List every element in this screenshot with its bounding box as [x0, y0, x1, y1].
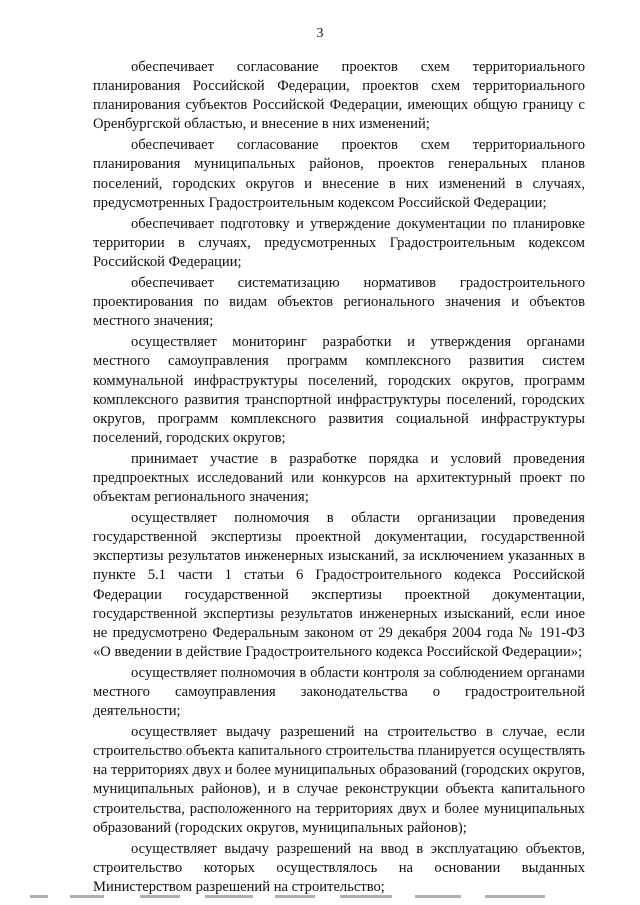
paragraph: обеспечивает согласование проектов схем территориального планирования муниципальных районов, проектов генеральных планов поселений, городских округов и внесение в них изменений в случаях, предусмотренных Градостроительным кодексом Российской Федерации;: [93, 137, 585, 211]
paragraph: обеспечивает согласование проектов схем территориального планирования Российской Федерации, проектов схем территориального планирования субъектов Российской Федерации, имеющих общую границу с Оренбургской областью, и внесение в них изменений;: [93, 59, 585, 133]
paragraph: осуществляет выдачу разрешений на ввод в эксплуатацию объектов, строительство которых осуществлялось на основании выданных Министерством разрешений на строительство;: [93, 840, 585, 895]
paragraph: осуществляет полномочия в области организации проведения государственной экспертизы проектной документации, государственной экспертизы результатов инженерных изысканий, за исключением указанных в пункте 5.1 части 1 статьи 6 Градостроительного кодекса Российской Федерации государственной экспертизы проектной документации, государственной экспертизы результатов инженерных изысканий, если иное не предусмотрено Федеральным законом от 29 декабря 2004 года № 191-ФЗ «О введении в действие Градостроительного кодекса Российской Федерации»;: [93, 510, 585, 660]
document-body: [93, 58, 585, 899]
page-number: 3: [316, 26, 324, 41]
paragraph: обеспечивает подготовку и утверждение документации по планировке территории в случаях, предусмотренных Градостроительным кодексом Российской Федерации;: [93, 215, 585, 270]
paragraph: осуществляет выдачу разрешений на строительство в случае, если строительство объекта капитального строительства планируется осуществлять на территориях двух и более муниципальных образований (городских округов, муниципальных районов), и в случае реконструкции объекта капитального строительства, расположенного на территориях двух и более муниципальных образований (городских округов, муниципальных районов);: [93, 724, 585, 836]
scan-artifact-strip: [30, 895, 590, 901]
paragraph: осуществляет полномочия в области контроля за соблюдением органами местного самоуправления законодательства о градостроительной деятельности;: [93, 664, 585, 720]
paragraph: осуществляет мониторинг разработки и утверждения органами местного самоуправления программ комплексного развития систем коммунальной инфраструктуры поселений, городских округов, программ комплексного развития транспортной инфраструктуры поселений, городских округов, программ комплексного развития социальной инфраструктуры поселений, городских округов;: [93, 334, 585, 446]
paragraph: принимает участие в разработке порядка и условий проведения предпроектных исследований или конкурсов на архитектурный проект по объектам регионального значения;: [93, 450, 585, 506]
paragraph: обеспечивает систематизацию нормативов градостроительного проектирования по видам объектов регионального значения и объектов местного значения;: [93, 275, 585, 330]
